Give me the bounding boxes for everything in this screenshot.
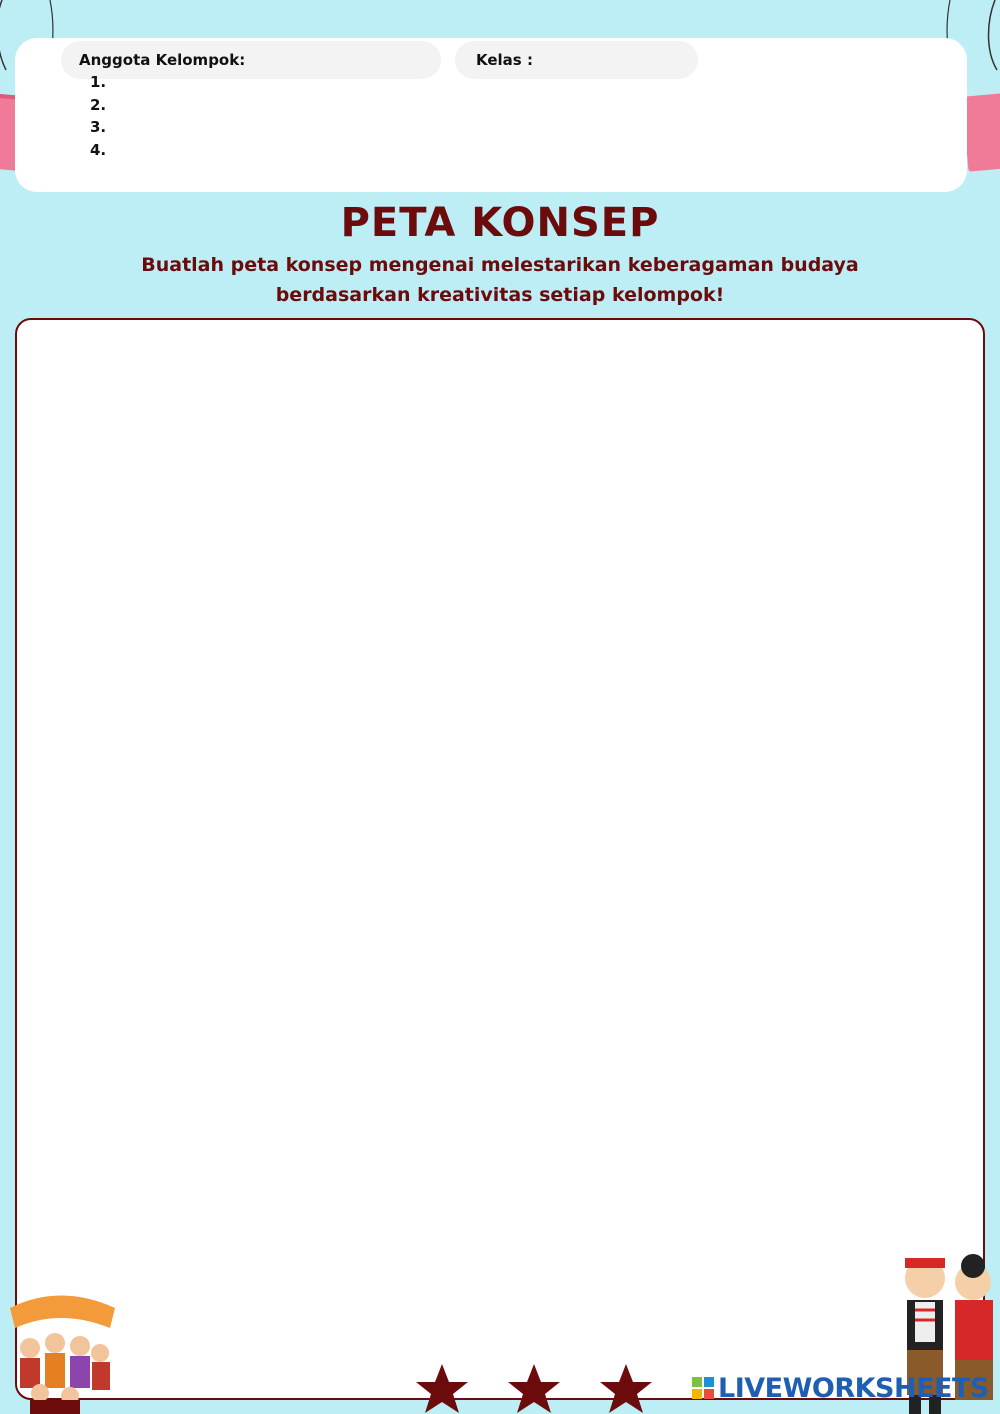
instruction-line-2: berdasarkan kreativitas setiap kelompok! <box>275 284 725 306</box>
member-item-3[interactable]: 3. <box>90 118 107 136</box>
concept-map-answer-area[interactable] <box>15 318 985 1400</box>
group-members-field[interactable] <box>61 41 441 79</box>
member-item-1[interactable]: 1. <box>90 73 107 91</box>
star-icon <box>416 1364 468 1413</box>
class-field[interactable] <box>455 41 698 79</box>
star-icon <box>600 1364 652 1413</box>
watermark-text: LIVEWORKSHEETS <box>718 1372 989 1404</box>
cultural-dancers-illustration <box>0 1288 125 1414</box>
instruction-line-1: Buatlah peta konsep mengenai melestarikan keberagaman budaya <box>141 254 859 276</box>
liveworksheets-logo-icon <box>692 1377 714 1399</box>
page-title: PETA KONSEP <box>340 200 660 246</box>
header-card <box>15 38 967 192</box>
group-members-label: Anggota Kelompok: <box>79 51 246 69</box>
instruction-text <box>100 250 900 310</box>
class-label: Kelas : <box>476 51 533 69</box>
member-item-4[interactable]: 4. <box>90 140 107 159</box>
member-list <box>90 71 106 161</box>
star-rating <box>410 1362 670 1414</box>
member-item-2[interactable]: 2. <box>90 95 107 114</box>
liveworksheets-watermark <box>692 1370 989 1406</box>
star-icon <box>508 1364 560 1413</box>
